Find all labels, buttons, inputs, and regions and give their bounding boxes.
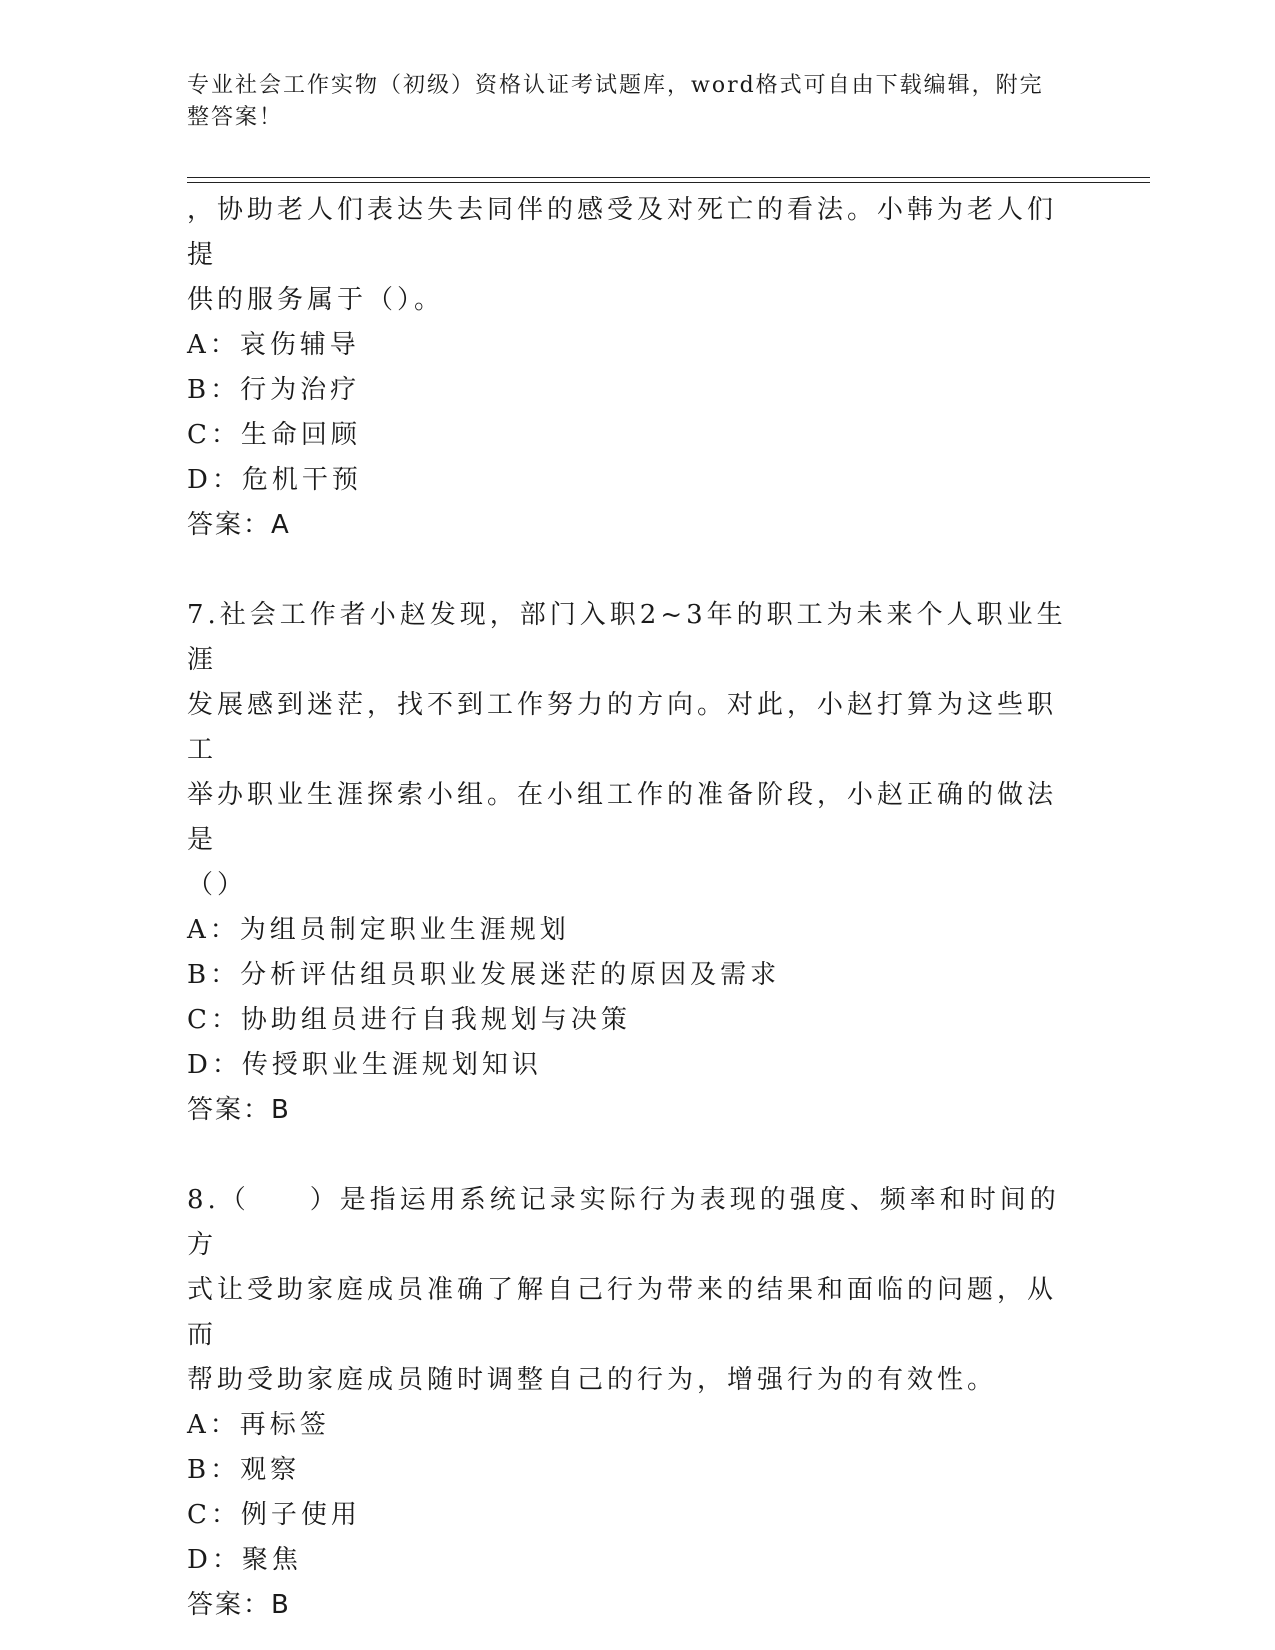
question-7-answer: 答案：B bbox=[187, 1095, 291, 1125]
question-7-option-d: D：传授职业生涯规划知识 bbox=[187, 1050, 542, 1080]
question-8-option-b: B：观察 bbox=[187, 1455, 301, 1485]
question-7-option-c: C：协助组员进行自我规划与决策 bbox=[187, 1005, 631, 1035]
question-content bbox=[187, 188, 1067, 1628]
question-8-stem-3: 帮助受助家庭成员随时调整自己的行为，增强行为的有效性。 bbox=[187, 1365, 998, 1395]
question-7-stem-4: （） bbox=[187, 870, 248, 900]
header-line-2: 整答案！ bbox=[187, 105, 284, 130]
question-6-option-b: B：行为治疗 bbox=[187, 375, 361, 405]
question-7-stem-2: 发展感到迷茫，找不到工作努力的方向。对此，小赵打算为这些职工 bbox=[187, 690, 1058, 765]
question-6-option-d: D：危机干预 bbox=[187, 465, 362, 495]
question-8-answer: 答案：B bbox=[187, 1590, 291, 1620]
page-header bbox=[187, 70, 1067, 134]
question-7-stem-1: 7.社会工作者小赵发现，部门入职2~3年的职工为未来个人职业生涯 bbox=[187, 600, 1067, 675]
question-7-option-b: B：分析评估组员职业发展迷茫的原因及需求 bbox=[187, 960, 781, 990]
question-6-stem-1: ，协助老人们表达失去同伴的感受及对死亡的看法。小韩为老人们提 bbox=[187, 195, 1058, 270]
question-8-option-c: C：例子使用 bbox=[187, 1500, 361, 1530]
header-divider-bottom bbox=[187, 182, 1150, 183]
question-7-option-a: A：为组员制定职业生涯规划 bbox=[187, 915, 570, 945]
question-7 bbox=[187, 593, 1067, 1133]
question-6-stem-2: 供的服务属于（）。 bbox=[187, 285, 445, 315]
question-8-option-d: D：聚焦 bbox=[187, 1545, 302, 1575]
question-8-stem-2: 式让受助家庭成员准确了解自己行为带来的结果和面临的问题，从而 bbox=[187, 1275, 1058, 1350]
question-6-option-c: C：生命回顾 bbox=[187, 420, 361, 450]
header-divider-top bbox=[187, 177, 1150, 178]
question-8 bbox=[187, 1178, 1067, 1628]
question-8-stem-1: 8.（ ）是指运用系统记录实际行为表现的强度、频率和时间的方 bbox=[187, 1185, 1060, 1260]
question-8-option-a: A：再标签 bbox=[187, 1410, 330, 1440]
header-line-1: 专业社会工作实物（初级）资格认证考试题库，word格式可自由下载编辑，附完 bbox=[187, 73, 1044, 98]
spacer bbox=[187, 1133, 1067, 1178]
question-7-stem-3: 举办职业生涯探索小组。在小组工作的准备阶段，小赵正确的做法是 bbox=[187, 780, 1058, 855]
question-6 bbox=[187, 188, 1067, 548]
question-6-answer: 答案：A bbox=[187, 510, 291, 540]
question-6-option-a: A：哀伤辅导 bbox=[187, 330, 360, 360]
spacer bbox=[187, 548, 1067, 593]
